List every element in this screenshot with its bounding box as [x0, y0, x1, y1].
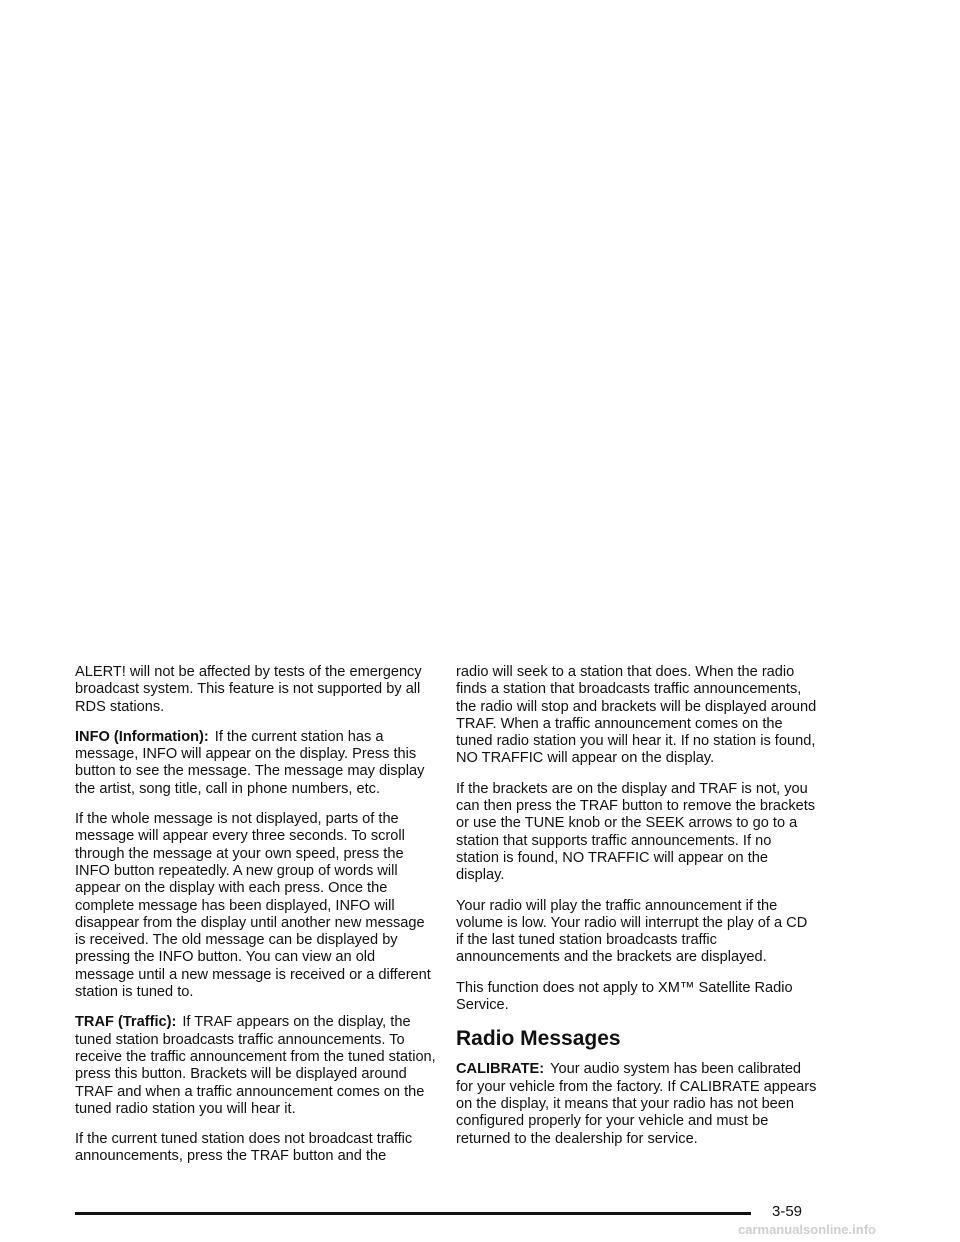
traf-paragraph — [75, 1014, 437, 1118]
xm-note-paragraph: This function does not apply to XM™ Satellite Radio Service. — [456, 979, 793, 1014]
info-term: INFO (Information): — [75, 728, 209, 745]
right-column — [456, 664, 818, 1161]
section-heading-radio-messages: Radio Messages — [456, 1027, 621, 1051]
seek-station-paragraph: radio will seek to a station that does. When the radio finds a station that broadcasts traffic announcements, the radio will stop and brackets will be displayed around TRAF. When a traffic announcement comes on the tuned radio station you will hear it. If no station is found, NO TRAFFIC will appear on the display. — [456, 664, 817, 767]
info-description: If the current station has a message, INFO will appear on the display. Press this button to see the message. The message may display the artist, song title, call in phone numbers, etc. — [75, 728, 425, 797]
left-column — [75, 664, 437, 1179]
brackets-paragraph: If the brackets are on the display and TRAF is not, you can then press the TRAF button to remove the brackets or use the TUNE knob or the SEEK arrows to go to a station that supports traffic announcements. If no station is found, NO TRAFFIC will appear on the display. — [456, 780, 816, 884]
traf-description: If TRAF appears on the display, the tuned station broadcasts traffic announcements. To receive the traffic announcement from the tuned station, press this button. Brackets will be displayed around TRAF and when a traffic announcement comes on the tuned radio station you will hear it. — [75, 1014, 436, 1117]
calibrate-term: CALIBRATE: — [456, 1061, 545, 1078]
alert-paragraph: ALERT! will not be affected by tests of the emergency broadcast system. This feature is not supported by all RDS stations. — [75, 664, 422, 715]
watermark: carmanualsonline.info — [738, 1222, 876, 1237]
calibrate-description: Your audio system has been calibrated for your vehicle from the factory. If CALIBRATE appears on the display, it means that your radio has not been configured properly for your vehicle and must be returned to the dealership for service. — [456, 1061, 817, 1147]
no-traffic-station-paragraph: If the current tuned station does not broadcast traffic announcements, press the TRAF button and the — [75, 1131, 413, 1165]
info-paragraph — [75, 729, 437, 798]
volume-paragraph: Your radio will play the traffic announcement if the volume is low. Your radio will interrupt the play of a CD if the last tuned station broadcasts traffic announcements and the brackets are displayed. — [456, 897, 808, 966]
traf-term: TRAF (Traffic): — [75, 1014, 177, 1031]
footer-rule — [75, 1212, 751, 1215]
message-scroll-paragraph: If the whole message is not displayed, parts of the message will appear every three seconds. To scroll through the message at your own speed, press the INFO button repeatedly. A new group of words will appear on the display with each press. Once the complete message has been displayed, INFO will disappear from the display until another new message is received. The old message can be displayed by pressing the INFO button. You can view an old message until a new message is received or a different station is tuned to. — [75, 811, 431, 1001]
page-number: 3-59 — [772, 1203, 803, 1220]
calibrate-paragraph — [456, 1061, 818, 1147]
